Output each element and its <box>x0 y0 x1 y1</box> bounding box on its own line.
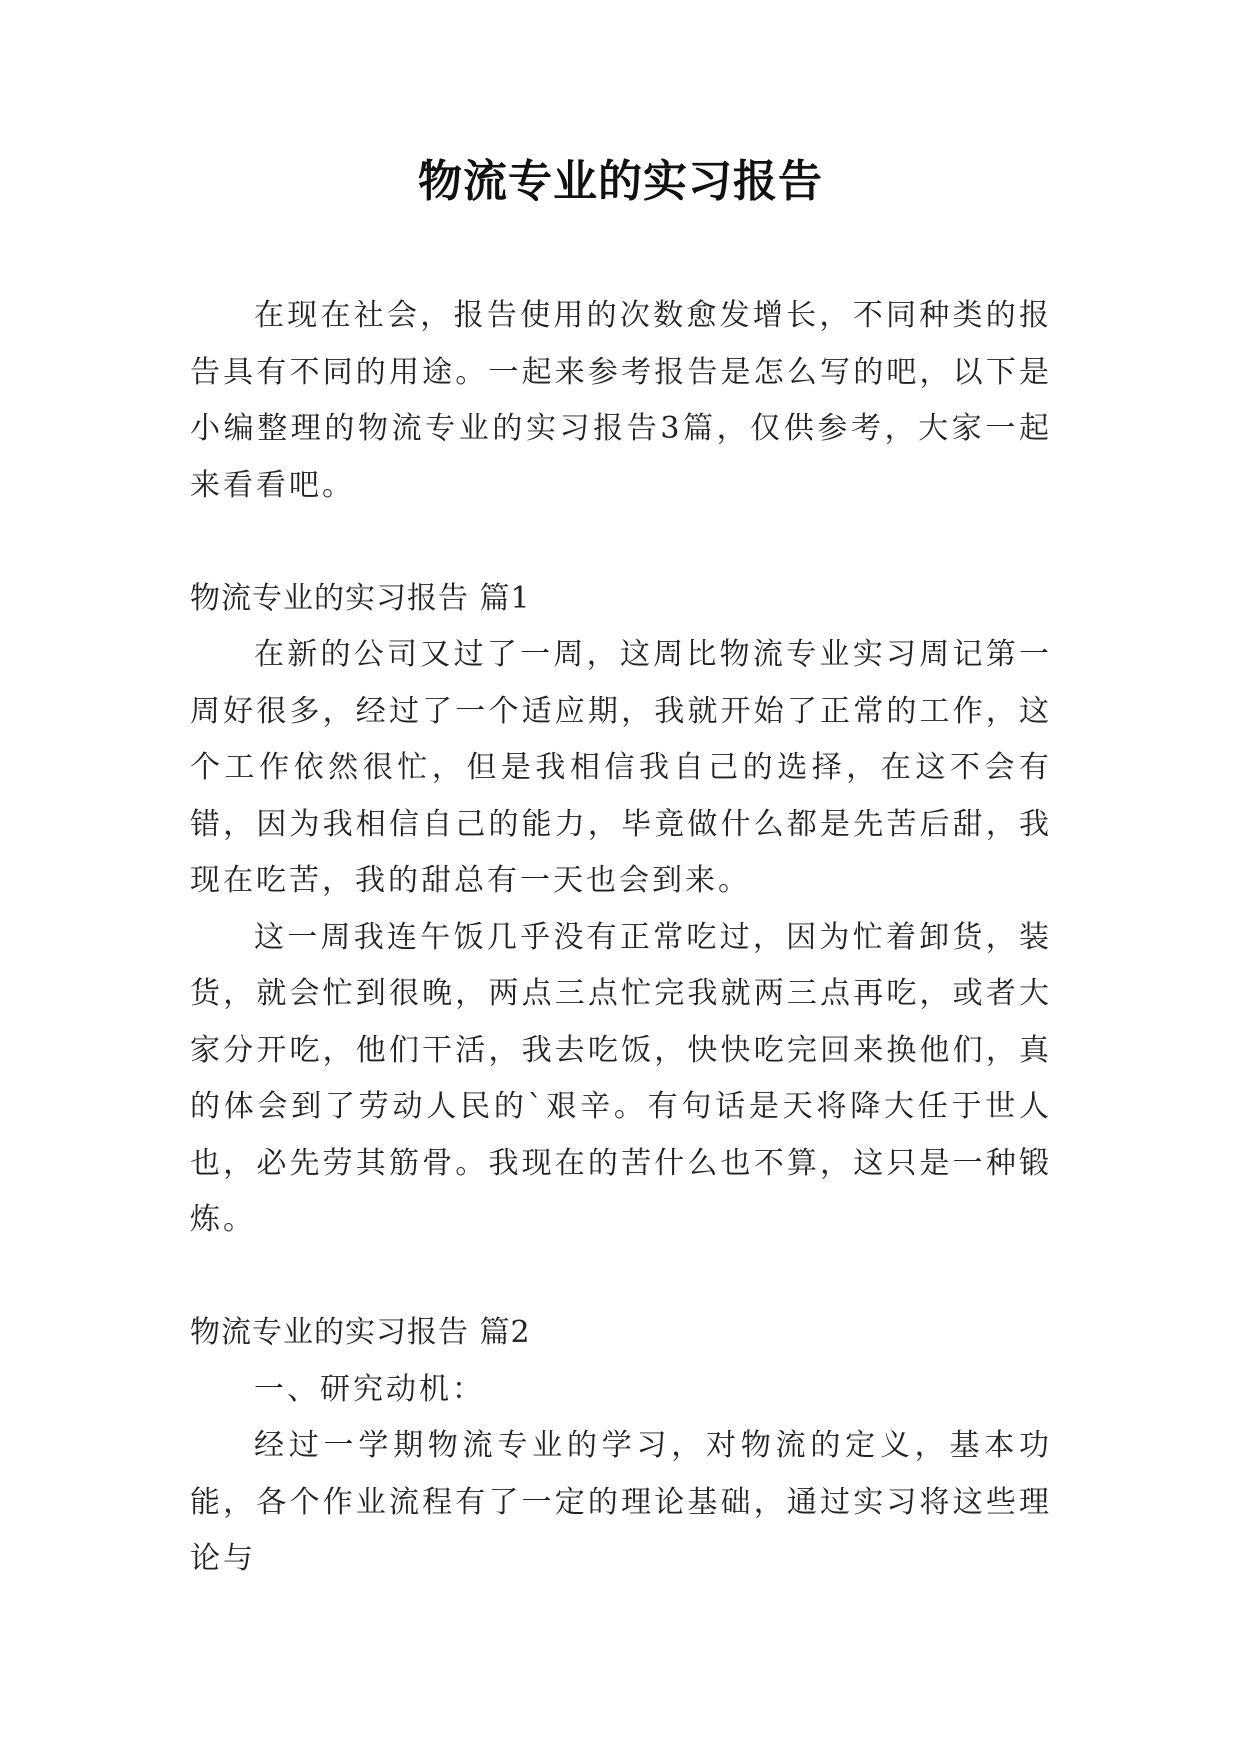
section-2-heading: 物流专业的实习报告 篇2 <box>190 1315 531 1350</box>
section-1-heading: 物流专业的实习报告 篇1 <box>190 580 531 616</box>
section-1-paragraph: 这一周我连午饭几乎没有正常吃过，因为忙着卸货，装货，就会忙到很晚，两点三点忙完我就两三点再吃，或者大家分开吃，他们干活，我去吃饭，快快吃完回来换他们，真的体会到了劳动人民的`艰辛。有句话是天将降大任于世人也，必先劳其筋骨。我现在的苦什么也不算，这只是一种锻炼。 <box>190 919 1052 1237</box>
section-1-paragraph: 在新的公司又过了一周，这周比物流专业实习周记第一周好很多，经过了一个适应期，我就开始了正常的工作，这个工作依然很忙，但是我相信我自己的选择，在这不会有错，因为我相信自己的能力，毕竟做什么都是先苦后甜，我现在吃苦，我的甜总有一天也会到来。 <box>190 637 1052 898</box>
intro-paragraph: 在现在社会，报告使用的次数愈发增长，不同种类的报告具有不同的用途。一起来参考报告是怎么写的吧，以下是小编整理的物流专业的实习报告3篇，仅供参考，大家一起来看看吧。 <box>190 298 1052 503</box>
section-2-subheading: 一、研究动机： <box>254 1371 485 1407</box>
document-title: 物流专业的实习报告 <box>418 156 823 207</box>
section-spacer <box>190 1249 1052 1306</box>
section-spacer <box>190 514 1052 571</box>
section-2-paragraph: 经过一学期物流专业的学习，对物流的定义，基本功能，各个作业流程有了一定的理论基础，通过实习将这些理论与 <box>190 1428 1052 1576</box>
document-body <box>190 288 1052 1588</box>
